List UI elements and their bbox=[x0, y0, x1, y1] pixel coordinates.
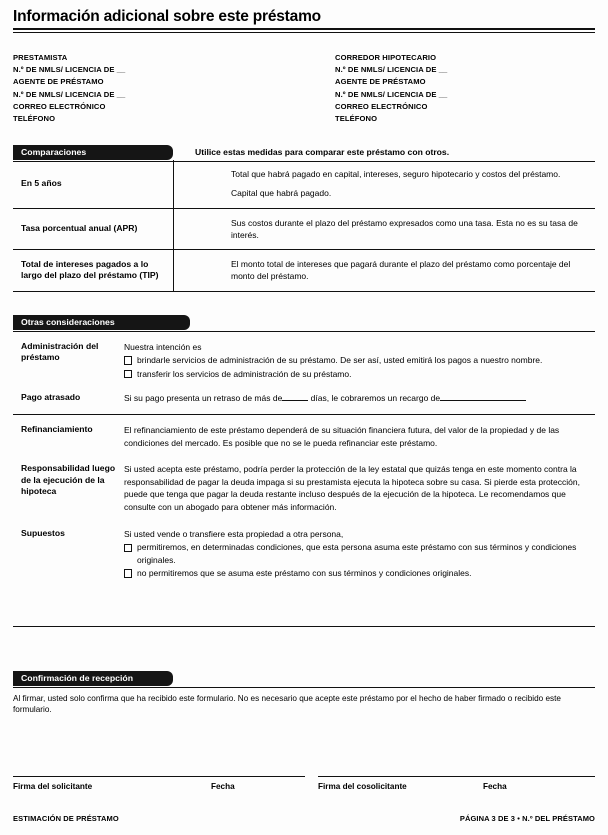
other-considerations-header-rule bbox=[13, 331, 595, 332]
broker-line: CORREDOR HIPOTECARIO bbox=[335, 52, 437, 62]
list-item bbox=[13, 335, 595, 386]
signature-rules bbox=[13, 776, 595, 778]
broker-line: N.º DE NMLS/ LICENCIA DE __ bbox=[335, 64, 448, 74]
comparisons-table bbox=[13, 160, 595, 291]
late-payment-text bbox=[124, 392, 591, 404]
consideration-term: Supuestos bbox=[21, 527, 65, 538]
comparison-paragraph: Total que habrá pagado en capital, intereses, seguro hipotecario y costos del préstamo. bbox=[231, 169, 561, 180]
lender-line: AGENTE DE PRÉSTAMO bbox=[13, 77, 104, 87]
coapplicant-signature-label: Firma del cosolicitante bbox=[318, 782, 407, 791]
lender-line: N.º DE NMLS/ LICENCIA DE __ bbox=[13, 89, 126, 99]
table-row bbox=[13, 208, 595, 249]
consideration-body bbox=[124, 424, 595, 449]
comparison-description bbox=[174, 160, 595, 207]
pre-confirmation-divider bbox=[13, 626, 595, 627]
assumption-option-2[interactable] bbox=[124, 567, 591, 579]
applicant-signature-line[interactable] bbox=[13, 776, 305, 777]
lender-line: CORREO ELECTRÓNICO bbox=[13, 101, 106, 111]
assumption-option-2-label: no permitiremos que se asuma este préstamo con sus términos y condiciones originales. bbox=[137, 568, 472, 579]
contact-block bbox=[13, 52, 595, 126]
other-considerations-section-header bbox=[13, 315, 595, 330]
page-footer bbox=[13, 814, 595, 823]
broker-contact-column bbox=[335, 52, 595, 126]
late-payment-text-middle: días, le cobraremos un recargo de bbox=[310, 393, 441, 404]
lender-line: N.º DE NMLS/ LICENCIA DE __ bbox=[13, 64, 126, 74]
other-considerations-tab-label: Otras consideraciones bbox=[13, 315, 190, 330]
consideration-term: Responsabilidad luego de la ejecución de la hipoteca bbox=[21, 463, 116, 497]
assumption-intro: Si usted vende o transfiere esta propiedad a otra persona, bbox=[124, 528, 344, 539]
comparisons-tab-label: Comparaciones bbox=[13, 145, 173, 160]
page-title: Información adicional sobre este préstamo bbox=[13, 8, 321, 25]
applicant-signature-label: Firma del solicitante bbox=[13, 782, 93, 791]
list-item bbox=[13, 415, 595, 455]
list-item bbox=[13, 455, 595, 519]
servicing-intro: Nuestra intención es bbox=[124, 341, 202, 352]
list-item bbox=[13, 519, 595, 586]
comparisons-note: Utilice estas medidas para comparar este préstamo con otros. bbox=[195, 147, 450, 158]
coapplicant-signature-line[interactable] bbox=[318, 776, 595, 777]
broker-line: N.º DE NMLS/ LICENCIA DE __ bbox=[335, 89, 448, 99]
consideration-term: Refinanciamiento bbox=[21, 424, 93, 435]
comparison-description bbox=[174, 209, 595, 249]
servicing-option-1-label: brindarle servicios de administración de su préstamo. De ser así, usted emitirá los pagos a nuestro nombre. bbox=[137, 355, 543, 366]
broker-line: TELÉFONO bbox=[335, 114, 378, 124]
consideration-body bbox=[124, 528, 595, 580]
comparison-label: En 5 años bbox=[13, 160, 174, 207]
servicing-option-1[interactable] bbox=[124, 354, 591, 366]
table-row bbox=[13, 249, 595, 291]
title-divider bbox=[13, 28, 595, 33]
refinance-text: El refinanciamiento de este préstamo dependerá de su situación financiera futura, del valor de la propiedad y de las condiciones del mercado. Es posible que no se le pueda refinanciar este préstamo. bbox=[124, 425, 560, 448]
list-item bbox=[13, 386, 595, 415]
late-payment-days-blank[interactable] bbox=[282, 400, 308, 401]
servicing-option-2-label: transferir los servicios de administración de su préstamo. bbox=[137, 368, 352, 379]
table-row bbox=[13, 160, 595, 207]
checkbox-icon[interactable] bbox=[124, 569, 132, 577]
signature-labels bbox=[13, 782, 595, 796]
lender-contact-column bbox=[13, 52, 335, 126]
checkbox-icon[interactable] bbox=[124, 356, 132, 364]
broker-line: CORREO ELECTRÓNICO bbox=[335, 101, 428, 111]
coapplicant-date-label: Fecha bbox=[483, 782, 507, 791]
consideration-body bbox=[124, 392, 595, 404]
lender-line: PRESTAMISTA bbox=[13, 52, 68, 62]
late-payment-text-before: Si su pago presenta un retraso de más de bbox=[124, 393, 283, 404]
checkbox-icon[interactable] bbox=[124, 544, 132, 552]
other-considerations-list bbox=[13, 335, 595, 586]
comparison-description bbox=[174, 250, 595, 291]
comparison-paragraph: El monto total de intereses que pagará durante el plazo del préstamo como porcentaje del monto del préstamo. bbox=[231, 258, 571, 281]
confirmation-header-rule bbox=[13, 687, 595, 688]
comparison-label: Total de intereses pagados a lo largo del plazo del préstamo (TIP) bbox=[13, 250, 174, 291]
assumption-option-1[interactable] bbox=[124, 541, 591, 566]
assumption-option-1-label: permitiremos, en determinadas condiciones, que esta persona asuma este préstamo con sus términos y condiciones originales. bbox=[137, 542, 577, 565]
footer-left-text: ESTIMACIÓN DE PRÉSTAMO bbox=[13, 814, 119, 823]
lender-line: TELÉFONO bbox=[13, 114, 56, 124]
servicing-option-2[interactable] bbox=[124, 368, 591, 380]
consideration-term: Pago atrasado bbox=[21, 392, 81, 403]
confirmation-section-header bbox=[13, 671, 595, 686]
broker-line: AGENTE DE PRÉSTAMO bbox=[335, 77, 426, 87]
consideration-term: Administración del préstamo bbox=[21, 340, 99, 363]
consideration-body bbox=[124, 463, 595, 513]
comparison-label: Tasa porcentual anual (APR) bbox=[13, 209, 174, 249]
applicant-date-label: Fecha bbox=[211, 782, 235, 791]
liability-text: Si usted acepta este préstamo, podría perder la protección de la ley estatal que quizás tenga en este momento contra la responsabilidad de pagar la deuda impaga si su prestamista ejecuta la hipoteca sobre su casa. Si pierde esta protección, puede que tenga que pagar la deuda restante incluso después de la ejecución de la hipoteca. Le recomendamos que consulte con un abogado para obtener más información. bbox=[124, 464, 580, 512]
confirmation-tab-label: Confirmación de recepción bbox=[13, 671, 173, 686]
checkbox-icon[interactable] bbox=[124, 370, 132, 378]
late-payment-fee-blank[interactable] bbox=[440, 400, 526, 401]
comparison-paragraph: Capital que habrá pagado. bbox=[231, 188, 332, 199]
comparison-paragraph: Sus costos durante el plazo del préstamo expresados como una tasa. Esta no es su tasa de interés. bbox=[231, 217, 578, 240]
comparisons-section-header bbox=[13, 145, 595, 160]
footer-right-text: PÁGINA 3 DE 3 • N.º DEL PRÉSTAMO bbox=[459, 814, 595, 823]
signature-area bbox=[13, 776, 595, 796]
confirmation-text: Al firmar, usted solo confirma que ha recibido este formulario. No es necesario que acepte este préstamo por el hecho de haber firmado o recibido este formulario. bbox=[13, 693, 561, 715]
consideration-body bbox=[124, 341, 595, 380]
